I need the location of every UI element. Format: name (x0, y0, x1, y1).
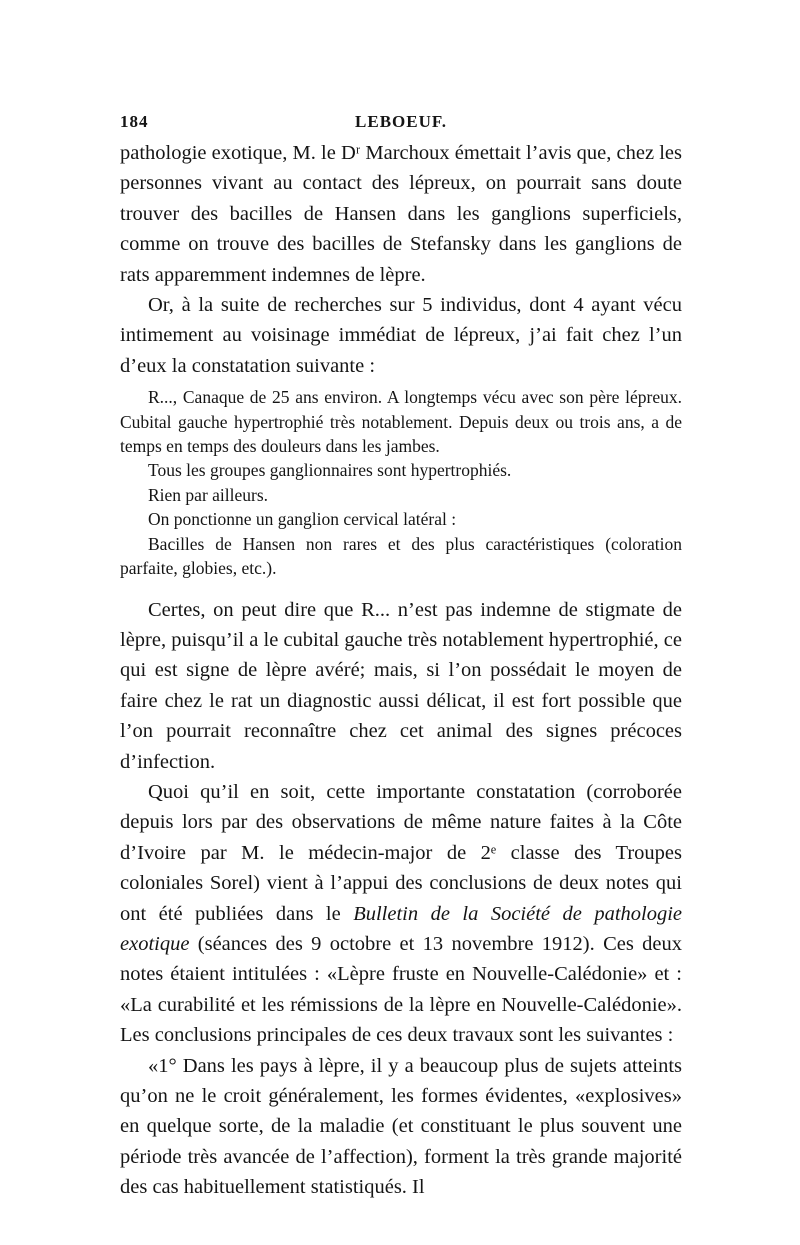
page-number: 184 (120, 112, 149, 131)
paragraph-5: «1° Dans les pays à lèpre, il y a beaucoup plus de sujets atteints qu’on ne le croit généralement, les formes évidentes, «explosives» en quelque sorte, de la maladie (et constituant le plus souvent une période très avancée de l’affection), forment la très grande majorité des cas habituellement statistiqués. Il (120, 1054, 682, 1199)
paragraph-2: Or, à la suite de recherches sur 5 individus, dont 4 ayant vécu intimement au voisinage immédiat de lépreux, j’ai fait chez l’un d’eux la constatation suivante : (120, 294, 682, 377)
case-line-4: On ponctionne un ganglion cervical latéral : (148, 509, 457, 530)
running-title: LEBOEUF. (355, 112, 447, 131)
paragraph-1: pathologie exotique, M. le Dʳ Marchoux émettait l’avis que, chez les personnes vivant au contact des lépreux, on pourrait sans doute trouver des bacilles de Hansen dans les ganglions superficiels, comme on trouve des bacilles de Stefansky dans les ganglions de rats apparemment indemnes de lèpre. (120, 142, 682, 286)
case-line-1: R..., Canaque de 25 ans environ. A longtemps vécu avec son père lépreux. Cubital gauche hypertrophié très notablement. Depuis deux ou trois ans, a de temps en temps des douleurs dans les jambes. (120, 387, 682, 457)
bulletin-title: Bulletin de la Société de pathologie exotique (120, 902, 683, 955)
paragraph-4-text-after: (séances des 9 octobre et 13 novembre 1912). Ces deux notes étaient intitulées : «Lèpre fruste en Nouvelle-Calédonie» et : «La curabilité et les rémissions de la lèpre en Nouvelle-Calédonie». Les conclusions principales de ces deux travaux sont les suivantes : (120, 932, 682, 1047)
case-line-2: Tous les groupes ganglionnaires sont hypertrophiés. (148, 460, 512, 481)
book-page (120, 108, 682, 1203)
running-head (120, 108, 682, 138)
case-line-3: Rien par ailleurs. (148, 484, 269, 505)
paragraph-3: Certes, on peut dire que R... n’est pas indemne de stigmate de lèpre, puisqu’il a le cubital gauche très notablement hypertrophié, ce qui est signe de lèpre avéré; mais, si l’on possédait le moyen de faire chez le rat un diagnostic aussi délicat, il est fort possible que l’on pourrait reconnaître chez cet animal des signes précoces d’infection. (120, 598, 682, 773)
case-report (120, 385, 682, 580)
paragraph-4 (120, 777, 682, 1051)
case-line-5: Bacilles de Hansen non rares et des plus caractéristiques (coloration parfaite, globies, etc.). (120, 533, 682, 579)
paragraph-4-text-before: Quoi qu’il en soit, cette importante constatation (corroborée depuis lors par des observations de même nature faites à la Côte d’Ivoire par M. le médecin-major de 2ᵉ classe des Troupes coloniales Sorel) vient à l’appui des conclusions de deux notes qui ont été publiées dans le (120, 780, 682, 925)
